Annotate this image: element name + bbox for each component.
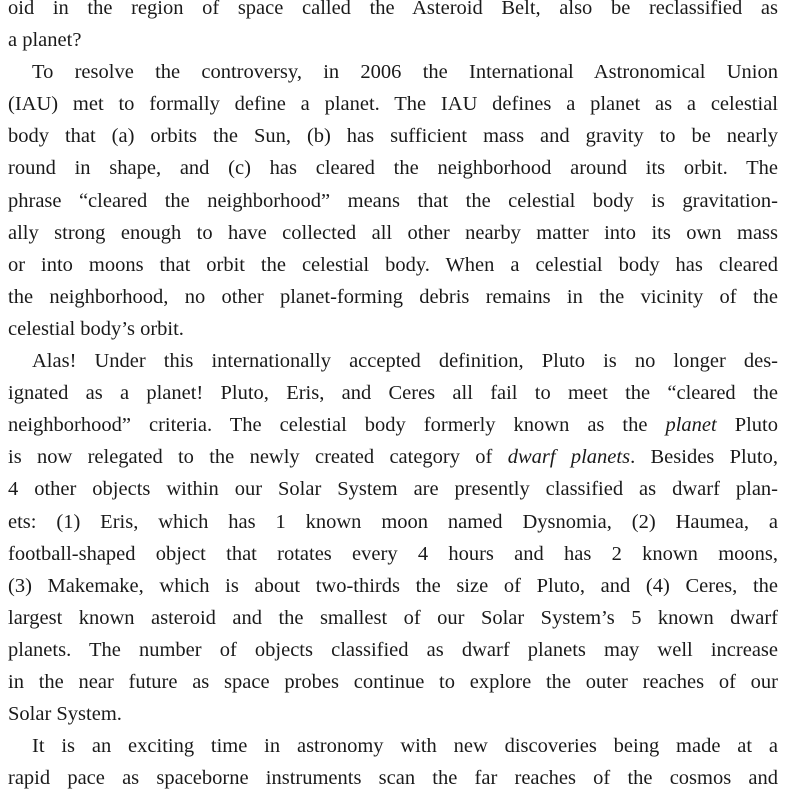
text-segment: body that (a) orbits the Sun, (b) has sufficient mass and gravity to be nearly [8,125,778,148]
text-line [8,730,778,762]
paragraph [8,56,778,345]
text-segment: celestial body’s orbit. [8,317,184,340]
text-segment: a planet? [8,29,82,52]
text-segment: the neighborhood, no other planet-forming debris remains in the vicinity of the [8,285,778,308]
text-line [8,88,778,120]
text-line [8,666,778,698]
text-segment: or into moons that orbit the celestial body. When a celestial body has cleared [8,253,778,276]
text-segment: It is an exciting time in astronomy with new discoveries being made at a [32,735,778,758]
text-segment: (3) Makemake, which is about two-thirds the size of Pluto, and (4) Ceres, the [8,574,778,597]
text-segment: ets: (1) Eris, which has 1 known moon named Dysnomia, (2) Haumea, a [8,510,778,533]
text-line [8,506,778,538]
text-segment: 4 other objects within our Solar System are presently classified as dwarf plan- [8,478,778,501]
text-line [8,217,778,249]
text-line [8,56,778,88]
text-segment: Solar System. [8,703,122,726]
text-line [8,152,778,184]
text-line [8,762,778,794]
text-segment: Pluto [716,414,778,437]
text-segment: planets. The number of objects classified as dwarf planets may well increase [8,638,778,661]
text-line [8,602,778,634]
text-line [8,345,778,377]
text-segment: round in shape, and (c) has cleared the neighborhood around its orbit. The [8,157,778,180]
text-line [8,281,778,313]
text-segment: . Besides Pluto, [630,446,778,469]
text-segment: rapid pace as spaceborne instruments scan the far reaches of the cosmos and [8,767,778,790]
text-segment: oid in the region of space called the Asteroid Belt, also be reclassified as [8,0,778,19]
text-segment: neighborhood” criteria. The celestial body formerly known as the [8,414,666,437]
italic-text: planet [665,414,717,437]
text-segment: largest known asteroid and the smallest of our Solar System’s 5 known dwarf [8,606,778,629]
text-line [8,249,778,281]
text-segment: Alas! Under this internationally accepted definition, Pluto is no longer des- [32,350,778,373]
text-line [8,473,778,505]
text-line [8,634,778,666]
text-segment: (IAU) met to formally define a planet. The IAU defines a planet as a celestial [8,93,778,116]
text-line [8,377,778,409]
text-line [8,313,778,345]
text-line [8,441,778,473]
text-line [8,0,778,24]
text-line [8,185,778,217]
text-line [8,120,778,152]
text-segment: football-shaped object that rotates every 4 hours and has 2 known moons, [8,542,778,565]
paragraph [8,730,778,794]
paragraph [8,345,778,730]
text-line [8,409,778,441]
text-segment: in the near future as space probes continue to explore the outer reaches of our [8,670,778,693]
document-page [8,0,778,794]
text-line [8,570,778,602]
text-line [8,538,778,570]
paragraph [8,0,778,56]
text-segment: ally strong enough to have collected all other nearby matter into its own mass [8,221,778,244]
italic-text: dwarf planets [507,446,631,469]
text-line [8,698,778,730]
text-segment: phrase “cleared the neighborhood” means that the celestial body is gravitation- [8,189,778,212]
text-segment: ignated as a planet! Pluto, Eris, and Ceres all fail to meet the “cleared the [8,382,778,405]
text-segment: is now relegated to the newly created category of [8,446,508,469]
text-line [8,24,778,56]
text-segment: To resolve the controversy, in 2006 the International Astronomical Union [32,61,778,84]
